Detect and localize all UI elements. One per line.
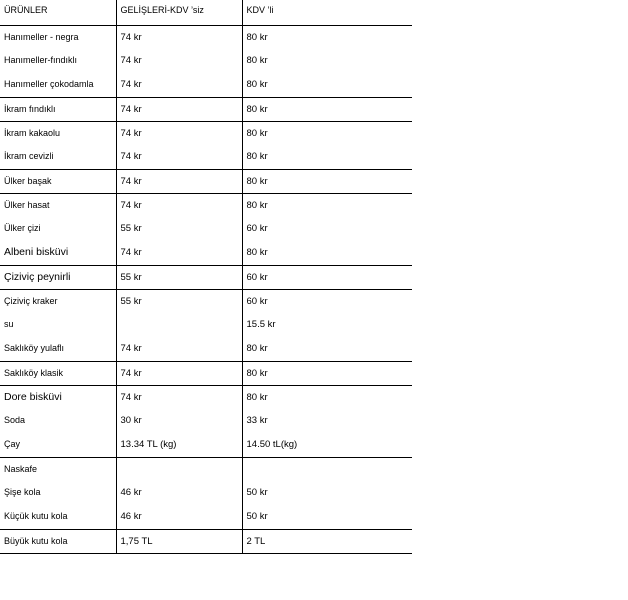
price-excl-vat (116, 313, 242, 337)
price-excl-vat: 55 kr (116, 265, 242, 289)
product-name: Çiziviç peynirli (0, 265, 116, 289)
product-name: İkram kakaolu (4, 127, 61, 138)
product-name: Küçük kutu kola (0, 505, 116, 529)
price-excl-vat: 74 kr (116, 385, 242, 409)
price-incl-vat (242, 457, 412, 481)
product-name: Büyük kutu kola (0, 529, 116, 553)
table-body (0, 25, 412, 553)
header-price-excl-vat: GELİŞLERİ-KDV ’siz (116, 0, 242, 25)
table-row (0, 385, 412, 409)
product-name: Hanımeller-fındıklı (4, 55, 78, 65)
product-name: Naskafe (4, 463, 38, 474)
table-row (0, 433, 412, 457)
price-incl-vat: 80 kr (242, 241, 412, 265)
price-excl-vat: 74 kr (116, 361, 242, 385)
table-row (0, 529, 412, 553)
product-name: Dore bisküvi (4, 390, 62, 403)
table-row (0, 97, 412, 121)
product-name: Saklıköy klasik (0, 361, 116, 385)
price-incl-vat: 80 kr (242, 385, 412, 409)
price-incl-vat: 60 kr (242, 265, 412, 289)
price-excl-vat: 1,75 TL (116, 529, 242, 553)
price-excl-vat: 55 kr (116, 217, 242, 241)
price-excl-vat: 74 kr (116, 241, 242, 265)
table-row (0, 73, 412, 97)
product-name: Saklıköy yulaflı (0, 337, 116, 361)
product-name: Hanımeller - negra (4, 31, 79, 42)
header-row (0, 0, 412, 25)
product-name: Şişe kola (4, 487, 41, 497)
product-name: Soda (4, 415, 26, 425)
product-name: İkram fındıklı (0, 97, 116, 121)
table-row (0, 265, 412, 289)
table-row (0, 481, 412, 505)
table-row (0, 241, 412, 265)
product-name: Çiziviç kraker (4, 295, 58, 306)
price-excl-vat: 30 kr (116, 409, 242, 433)
price-incl-vat: 80 kr (242, 73, 412, 97)
price-excl-vat: 46 kr (116, 505, 242, 529)
price-incl-vat: 15.5 kr (242, 313, 412, 337)
product-name: Hanımeller çokodamla (0, 73, 116, 97)
price-incl-vat: 80 kr (242, 97, 412, 121)
price-incl-vat: 2 TL (242, 529, 412, 553)
price-incl-vat: 60 kr (242, 289, 412, 313)
product-name: İkram cevizli (0, 145, 116, 169)
table-row (0, 313, 412, 337)
table-row (0, 169, 412, 193)
table-row (0, 337, 412, 361)
table-row (0, 505, 412, 529)
table-row (0, 145, 412, 169)
price-incl-vat: 33 kr (242, 409, 412, 433)
table-row (0, 361, 412, 385)
price-incl-vat: 50 kr (242, 481, 412, 505)
product-name: Albeni bisküvi (0, 241, 116, 265)
table-row (0, 457, 412, 481)
price-excl-vat: 74 kr (116, 73, 242, 97)
product-name: Ülker hasat (4, 199, 50, 210)
header-price-incl-vat: KDV ’li (242, 0, 412, 25)
product-name: Ülker başak (0, 169, 116, 193)
price-incl-vat: 80 kr (242, 337, 412, 361)
table-row (0, 121, 412, 145)
price-incl-vat: 80 kr (242, 121, 412, 145)
price-incl-vat: 80 kr (242, 145, 412, 169)
table-row (0, 25, 412, 49)
product-name: Çay (0, 433, 116, 457)
price-incl-vat: 80 kr (242, 25, 412, 49)
price-excl-vat: 74 kr (116, 337, 242, 361)
header-products: ÜRÜNLER (0, 0, 116, 25)
table-row (0, 409, 412, 433)
price-excl-vat: 13.34 TL (kg) (116, 433, 242, 457)
price-excl-vat: 74 kr (116, 169, 242, 193)
price-excl-vat: 74 kr (116, 145, 242, 169)
price-incl-vat: 80 kr (242, 169, 412, 193)
price-excl-vat: 74 kr (116, 193, 242, 217)
price-incl-vat: 80 kr (242, 193, 412, 217)
price-excl-vat: 55 kr (116, 289, 242, 313)
price-excl-vat: 46 kr (116, 481, 242, 505)
price-excl-vat: 74 kr (116, 121, 242, 145)
price-excl-vat: 74 kr (116, 97, 242, 121)
table-row (0, 193, 412, 217)
price-incl-vat: 14.50 tL(kg) (242, 433, 412, 457)
price-incl-vat: 60 kr (242, 217, 412, 241)
table-row (0, 289, 412, 313)
price-excl-vat (116, 457, 242, 481)
product-name: Ülker çizi (4, 223, 41, 233)
table-row (0, 49, 412, 73)
price-incl-vat: 80 kr (242, 49, 412, 73)
table-row (0, 217, 412, 241)
price-incl-vat: 80 kr (242, 361, 412, 385)
product-name: su (4, 319, 14, 329)
price-excl-vat: 74 kr (116, 25, 242, 49)
price-excl-vat: 74 kr (116, 49, 242, 73)
price-incl-vat: 50 kr (242, 505, 412, 529)
